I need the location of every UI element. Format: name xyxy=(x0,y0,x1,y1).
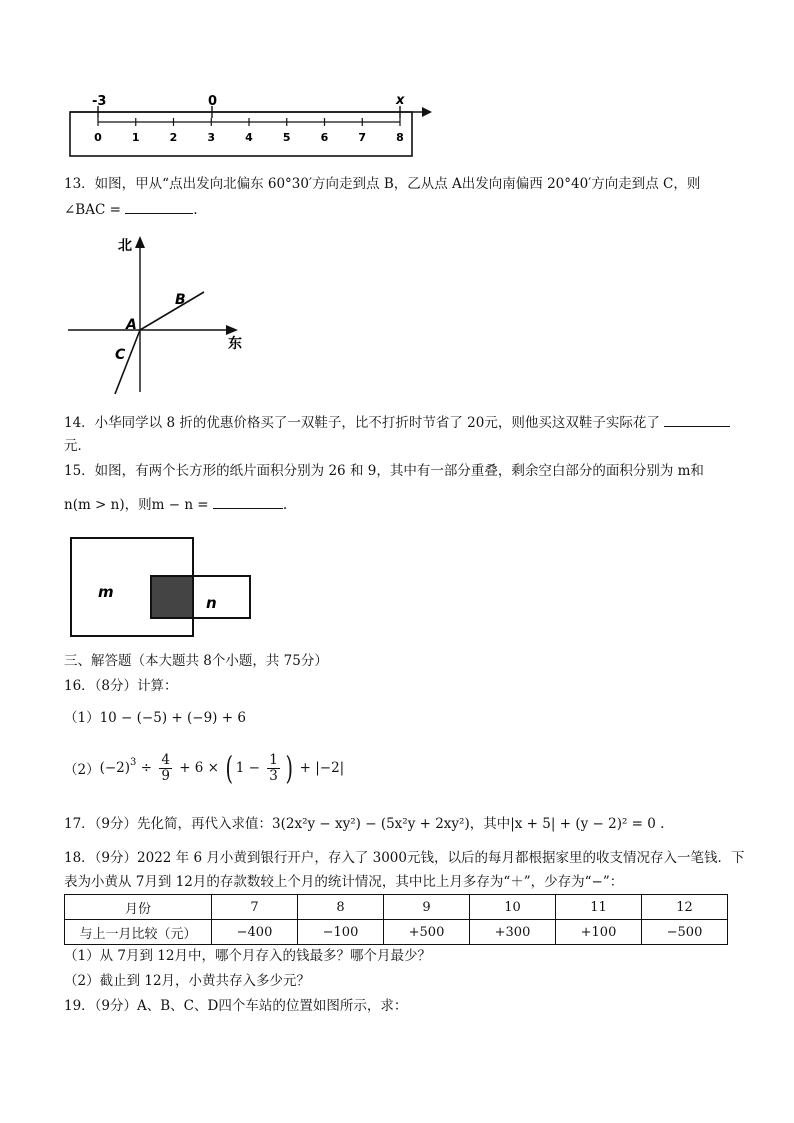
q15-answer-blank[interactable] xyxy=(213,494,283,509)
table-cell: +100 xyxy=(556,920,642,945)
q16-part2-div: ÷ xyxy=(136,760,157,776)
q15-text: n(m > n)，则m − n = xyxy=(64,497,209,513)
ruler-tick-label: 8 xyxy=(396,131,404,144)
q16-part2-exponent: 3 xyxy=(130,756,137,768)
q16-fraction-4-9 xyxy=(159,753,172,784)
point-B-label: B xyxy=(175,292,186,308)
table-cell: −400 xyxy=(212,920,298,945)
label-m: m xyxy=(98,583,114,601)
fraction-numerator: 1 xyxy=(269,751,278,768)
direction-figure xyxy=(62,228,262,398)
q15-line1: 15．如图，有两个长方形的纸片面积分别为 26 和 9，其中有一部分重叠，剩余空白部分的面积分别为 m和 xyxy=(64,463,704,479)
east-label: 东 xyxy=(228,336,242,352)
ruler-tick-label: 7 xyxy=(358,131,367,144)
q15-line2 xyxy=(64,494,287,515)
ruler-tick-label: 4 xyxy=(245,131,253,144)
arrow-right-icon xyxy=(226,325,238,335)
q13-period: . xyxy=(193,202,198,218)
arrow-right-icon xyxy=(422,107,432,117)
q18-line2: 表为小黄从 7月到 12月的存款数较上个月的统计情况，其中比上月多存为“＋”，少存为“−”： xyxy=(64,874,624,890)
q14-answer-blank[interactable] xyxy=(664,412,730,427)
ruler-tick-label: 0 xyxy=(94,131,102,144)
label-x: x xyxy=(396,93,405,108)
fraction-denominator: 3 xyxy=(269,767,278,784)
north-label: 北 xyxy=(118,238,132,254)
table-header-cell: 12 xyxy=(642,895,728,920)
ruler-figure xyxy=(62,88,442,163)
ruler-tick-label: 3 xyxy=(207,131,216,144)
q13-line1: 13．如图，甲从“点出发向北偏东 60°30′方向走到点 B，乙从点 A出发向南偏西 20°40′方向走到点 C，则 xyxy=(64,176,701,192)
q18-line1: 18．（9分）2022 年 6 月小黄到银行开户，存入了 3000元钱，以后的每月都根据家里的收支情况存入一笔钱．下 xyxy=(64,850,745,866)
section3-title: 三、解答题（本大题共 8个小题，共 75分） xyxy=(64,653,328,669)
q15-period: . xyxy=(282,497,288,513)
table-header-cell: 9 xyxy=(384,895,470,920)
table-cell: −500 xyxy=(642,920,728,945)
fraction-numerator: 4 xyxy=(161,751,170,768)
deposit-table xyxy=(64,894,728,945)
ruler-tick-label: 1 xyxy=(131,131,140,144)
point-A-label: A xyxy=(126,317,137,333)
q14-text: 14．小华同学以 8 折的优惠价格买了一双鞋子，比不打折时节省了 20元，则他买这双鞋子实际花了 xyxy=(64,415,660,431)
label-n: n xyxy=(206,594,217,612)
q16-part2-label: （2） xyxy=(64,762,100,778)
ruler-tick-label: 6 xyxy=(320,131,329,144)
q14-line2: 元． xyxy=(64,438,91,454)
table-cell: 与上一月比较（元） xyxy=(65,920,212,945)
point-C-label: C xyxy=(115,347,126,363)
q17-text: 17．（9分）先化简，再代入求值：3(2x²y − xy²) − (5x²y + 2xy²)，其中|x + 5| + (y − 2)² = 0 . xyxy=(64,816,665,832)
left-paren: ( xyxy=(225,749,234,787)
table-cell: +500 xyxy=(384,920,470,945)
table-row xyxy=(65,895,728,920)
q13-answer-blank[interactable] xyxy=(125,199,193,214)
table-header-cell: 月份 xyxy=(65,895,212,920)
q16-part2-mult: + 6 × xyxy=(174,760,224,776)
q18-sub2: （2）截止到 12月，小黄共存入多少元？ xyxy=(64,973,311,989)
q16-part2-abs: + |−2| xyxy=(295,760,345,776)
table-row xyxy=(65,920,728,945)
table-header-cell: 8 xyxy=(298,895,384,920)
ray-AB xyxy=(140,292,204,330)
q14-line1 xyxy=(64,412,730,433)
label-neg3: -3 xyxy=(92,94,107,109)
q19-text: 19．（9分）A、B、C、D四个车站的位置如图所示，求： xyxy=(64,998,408,1014)
q16-part2 xyxy=(64,748,344,788)
ruler-tick-label: 2 xyxy=(169,131,178,144)
q16-part1: （1）10 − (−5) + (−9) + 6 xyxy=(64,710,246,726)
table-cell: +300 xyxy=(470,920,556,945)
q13-angle-label: ∠BAC = xyxy=(64,202,121,218)
right-paren: ) xyxy=(285,749,293,787)
table-header-cell: 7 xyxy=(212,895,298,920)
arrow-up-icon xyxy=(135,236,145,248)
table-header-cell: 11 xyxy=(556,895,642,920)
rectangles-figure xyxy=(68,535,254,641)
q18-sub1: （1）从 7月到 12月中，哪个月存入的钱最多？哪个月最少？ xyxy=(64,948,431,964)
q13-line2 xyxy=(64,199,198,220)
q16-part2-one-minus: 1 − xyxy=(235,760,265,776)
table-header-cell: 10 xyxy=(470,895,556,920)
label-zero: 0 xyxy=(208,94,218,109)
ruler-tick-label: 5 xyxy=(282,131,291,144)
table-cell: −100 xyxy=(298,920,384,945)
q16-head: 16．（8分）计算： xyxy=(64,678,178,694)
fraction-denominator: 9 xyxy=(161,767,170,784)
q16-fraction-1-3 xyxy=(267,753,280,784)
q16-part2-base: (−2) xyxy=(99,760,131,776)
overlap-region xyxy=(151,576,193,618)
